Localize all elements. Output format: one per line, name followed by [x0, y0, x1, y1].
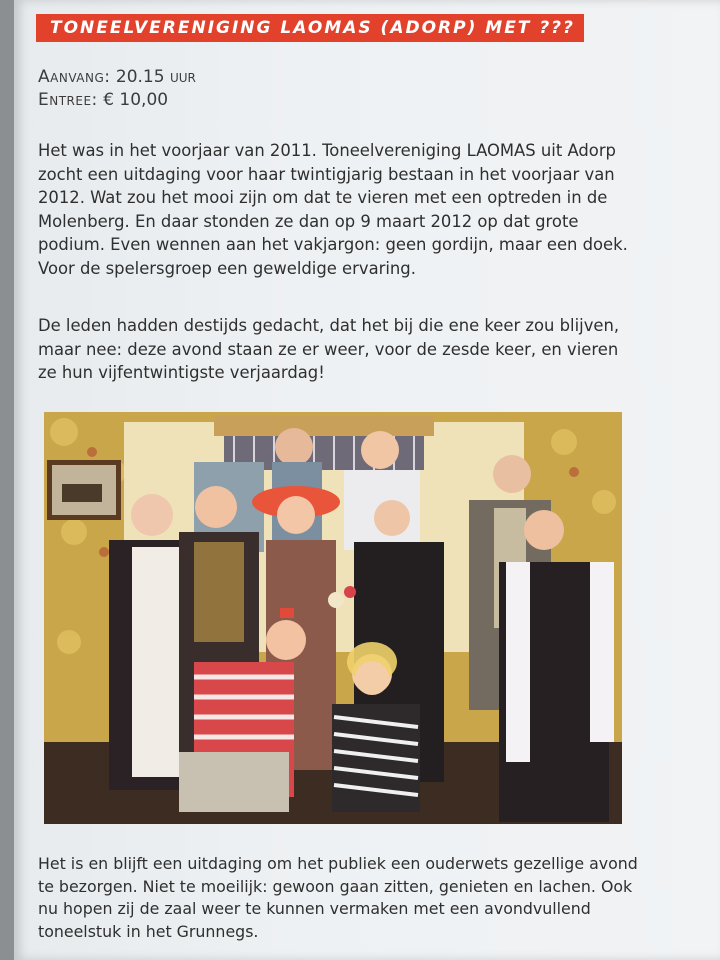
- group-photo-illustration: [44, 412, 622, 824]
- event-details: [38, 66, 196, 112]
- entrance-fee-value: € 10,00: [103, 90, 169, 110]
- entrance-fee-label: Entree:: [38, 90, 98, 110]
- entrance-fee-line: [38, 89, 196, 112]
- group-photo: [44, 412, 622, 824]
- start-time-unit: uur: [169, 67, 196, 87]
- start-time-value: 20.15: [115, 67, 165, 87]
- article-title-banner: TONEELVERENIGING LAOMAS (ADORP) MET ???: [36, 14, 584, 42]
- start-time-line: [38, 66, 196, 89]
- magazine-page: [14, 0, 720, 960]
- paragraph-anniversary: De leden hadden destijds gedacht, dat het bij die ene keer zou blijven, maar nee: deze avond staan ze er weer, voor de zesde keer, en vieren ze hun vijfentwintigste verjaardag!: [38, 316, 620, 382]
- start-time-label: Aanvang:: [38, 67, 111, 87]
- paragraph-history: Het was in het voorjaar van 2011. Toneelvereniging LAOMAS uit Adorp zocht een uitdaging voor haar twintigjarig bestaan in het voorjaar van 2012. Wat zou het mooi zijn om dat te vieren met een optreden in de Molenberg. En daar stonden ze dan op 9 maart 2012 op dat grote podium. Even wennen aan het vakjargon: geen gordijn, maar een doek. Voor de spelersgroep een geweldige ervaring.: [38, 141, 628, 278]
- paragraph-closing: Het is en blijft een uitdaging om het publiek een ouderwets gezellige avond te bezorgen. Niet te moeilijk: gewoon gaan zitten, genieten en lachen. Ook nu hopen zij de zaal weer te kunnen vermaken met een avondvullend toneelstuk in het Grunnegs.: [38, 854, 638, 941]
